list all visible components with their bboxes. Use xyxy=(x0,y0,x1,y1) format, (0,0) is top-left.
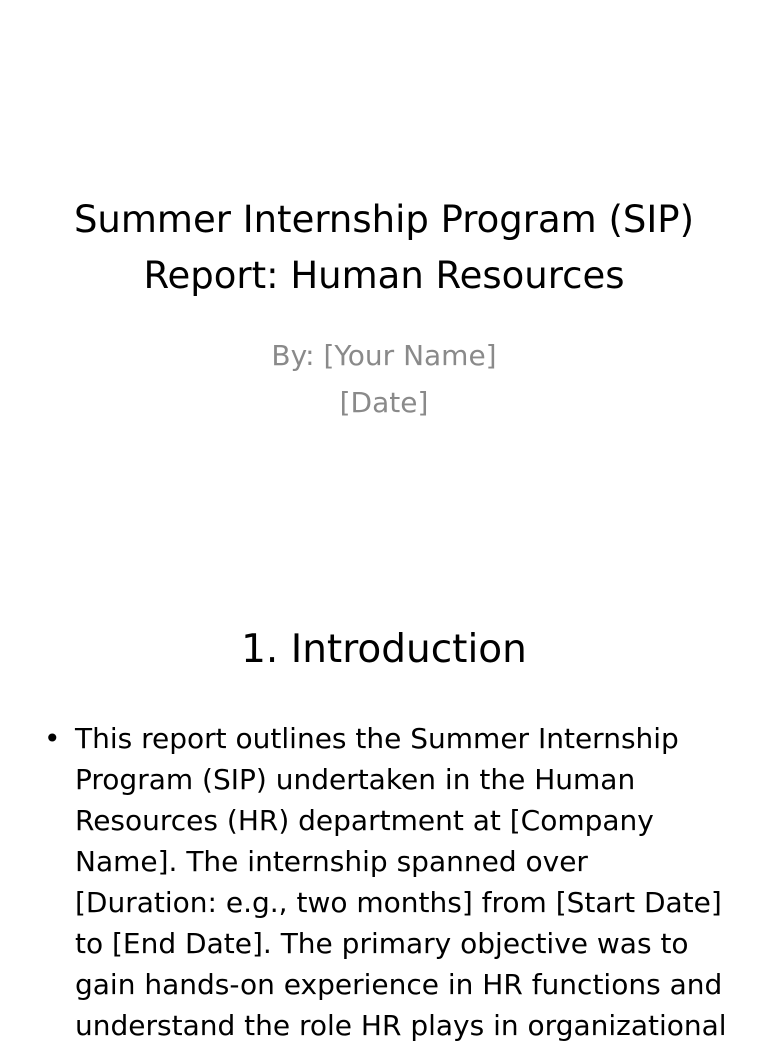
bullet-line: understand the role HR plays in organizational xyxy=(75,1009,727,1042)
author-line: By: [Your Name] xyxy=(271,339,497,372)
bullet-icon: • xyxy=(44,722,61,755)
list-item xyxy=(0,718,768,1046)
bullet-line: Name]. The internship spanned over xyxy=(75,845,588,878)
bullet-line: This report outlines the Summer Internship xyxy=(75,722,679,755)
bullet-line: gain hands-on experience in HR functions and xyxy=(75,968,723,1001)
report-title xyxy=(0,192,768,304)
bullet-line: to [End Date]. The primary objective was to xyxy=(75,927,689,960)
bullet-line: Program (SIP) undertaken in the Human xyxy=(75,763,636,796)
date-line: [Date] xyxy=(339,386,429,419)
report-subtitle xyxy=(0,332,768,426)
report-title-line-2: Report: Human Resources xyxy=(143,254,625,297)
section-heading-introduction: 1. Introduction xyxy=(241,627,527,672)
bullet-line: Resources (HR) department at [Company xyxy=(75,804,654,837)
bullet-text xyxy=(75,718,728,1046)
bullet-line: [Duration: e.g., two months] from [Start Date] xyxy=(75,886,722,919)
report-title-line-1: Summer Internship Program (SIP) xyxy=(73,198,695,241)
introduction-bullet-list xyxy=(0,718,768,1046)
